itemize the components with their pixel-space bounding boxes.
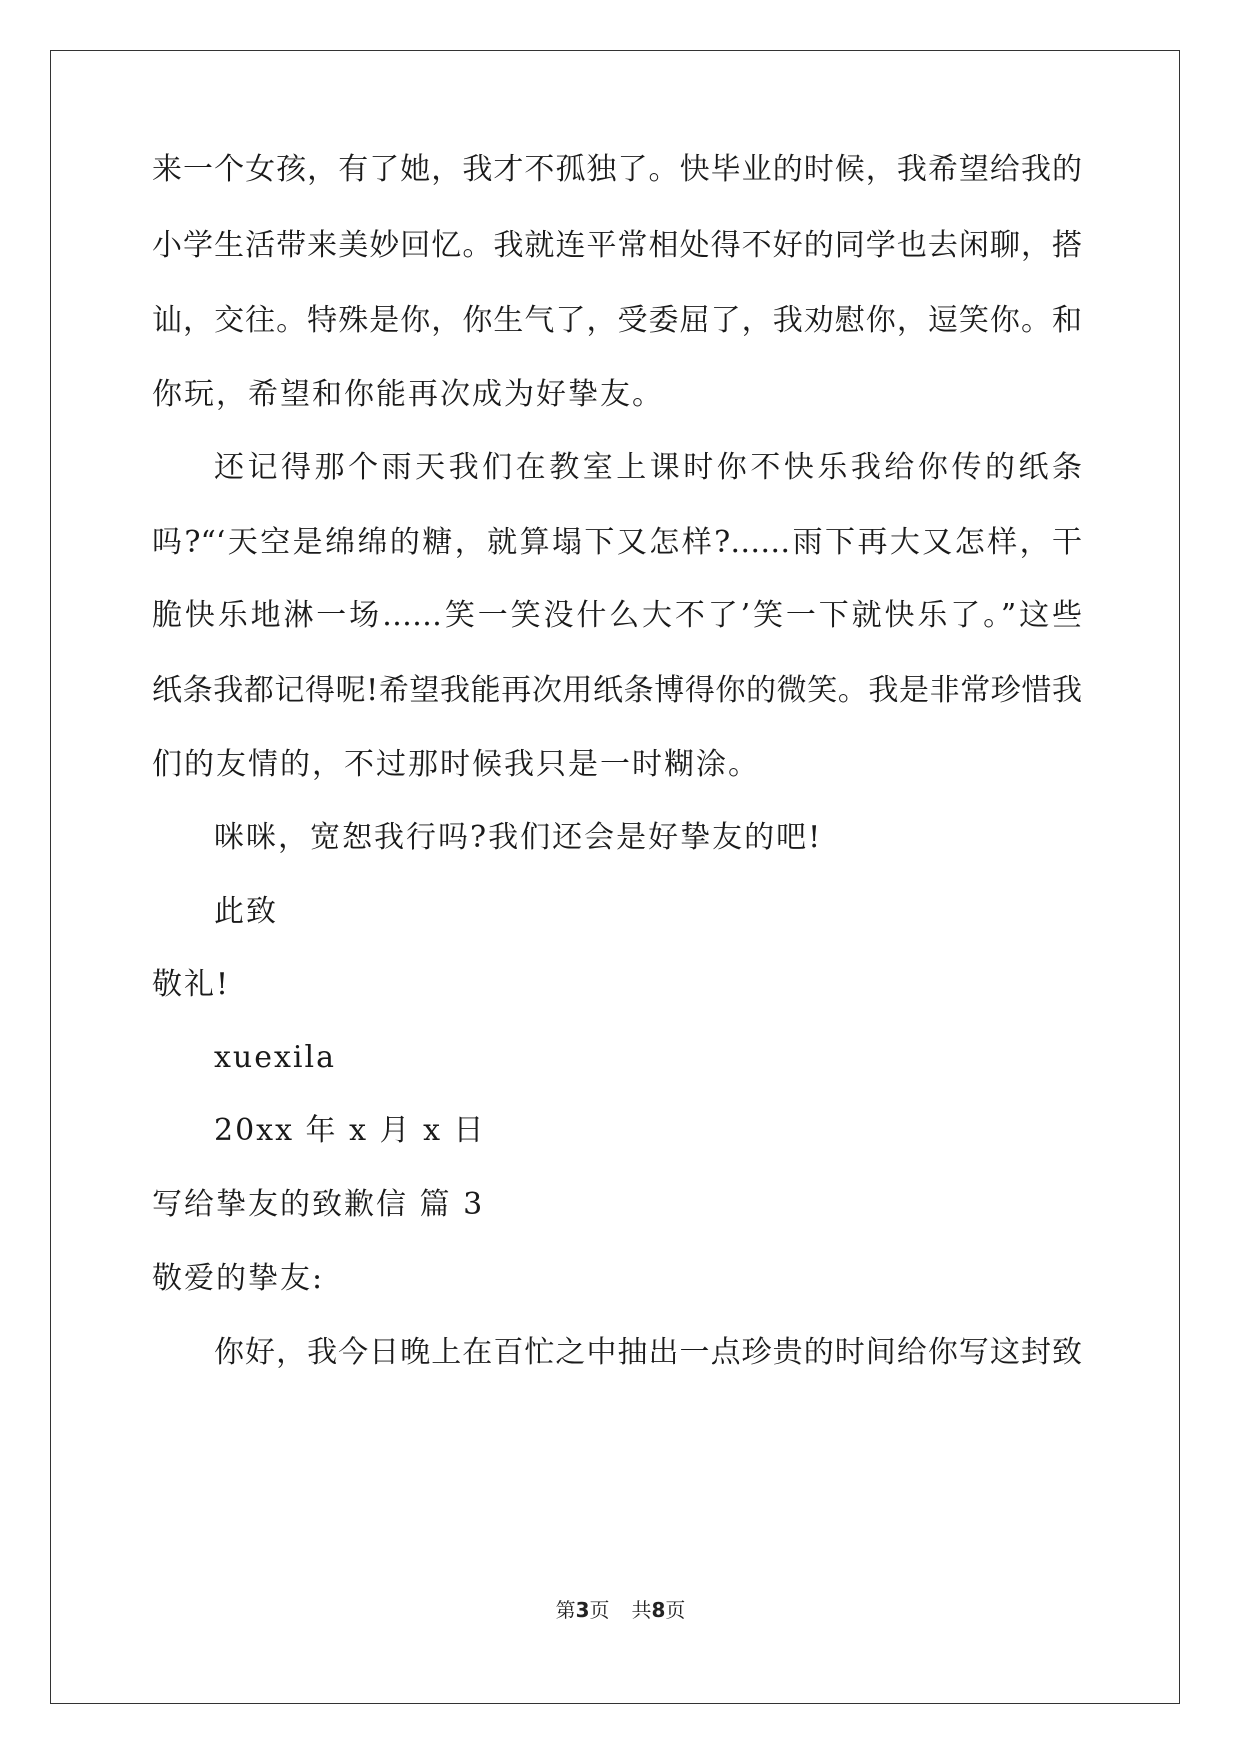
signature-name: xuexila [214, 1040, 336, 1075]
page-prefix: 第 [555, 1598, 576, 1622]
text-line: 讪，交往。特殊是你，你生气了，受委屈了，我劝慰你，逗笑你。和 [152, 303, 1082, 338]
text-line: 们的友情的，不过那时候我只是一时糊涂。 [152, 747, 760, 782]
paragraph-first-line: 还记得那个雨天我们在教室上课时你不快乐我给你传的纸条 [214, 450, 1082, 485]
page-total: 8 [651, 1598, 666, 1622]
text-line: 你玩，希望和你能再次成为好挚友。 [152, 377, 664, 412]
page-suffix: 页 [589, 1598, 610, 1622]
text-line: 脆快乐地淋一场……笑一笑没什么大不了’笑一下就快乐了。”这些 [152, 598, 1082, 633]
greeting-line: 敬爱的挚友: [152, 1261, 325, 1296]
paragraph-first-line: 咪咪，宽恕我行吗?我们还会是好挚友的吧! [214, 820, 823, 855]
text-line: 来一个女孩，有了她，我才不孤独了。快毕业的时候，我希望给我的 [152, 152, 1082, 187]
section-heading: 写给挚友的致歉信 篇 3 [152, 1187, 485, 1222]
text-line: 小学生活带来美妙回忆。我就连平常相处得不好的同学也去闲聊，搭 [152, 228, 1082, 263]
salutation-line: 敬礼! [152, 967, 231, 1002]
text-line: 吗?“‘天空是绵绵的糖，就算塌下又怎样?……雨下再大又怎样，干 [152, 525, 1082, 560]
total-prefix: 共 [631, 1598, 652, 1622]
paragraph-first-line: 你好，我今日晚上在百忙之中抽出一点珍贵的时间给你写这封致 [214, 1335, 1082, 1370]
page-footer [0, 1596, 1241, 1624]
signature-date: 20xx 年 x 月 x 日 [214, 1113, 486, 1148]
page-current: 3 [575, 1598, 590, 1622]
total-suffix: 页 [665, 1598, 686, 1622]
closing-line: 此致 [214, 894, 278, 929]
page-border [50, 50, 1180, 1704]
text-line: 纸条我都记得呢!希望我能再次用纸条博得你的微笑。我是非常珍惜我 [152, 673, 1082, 708]
